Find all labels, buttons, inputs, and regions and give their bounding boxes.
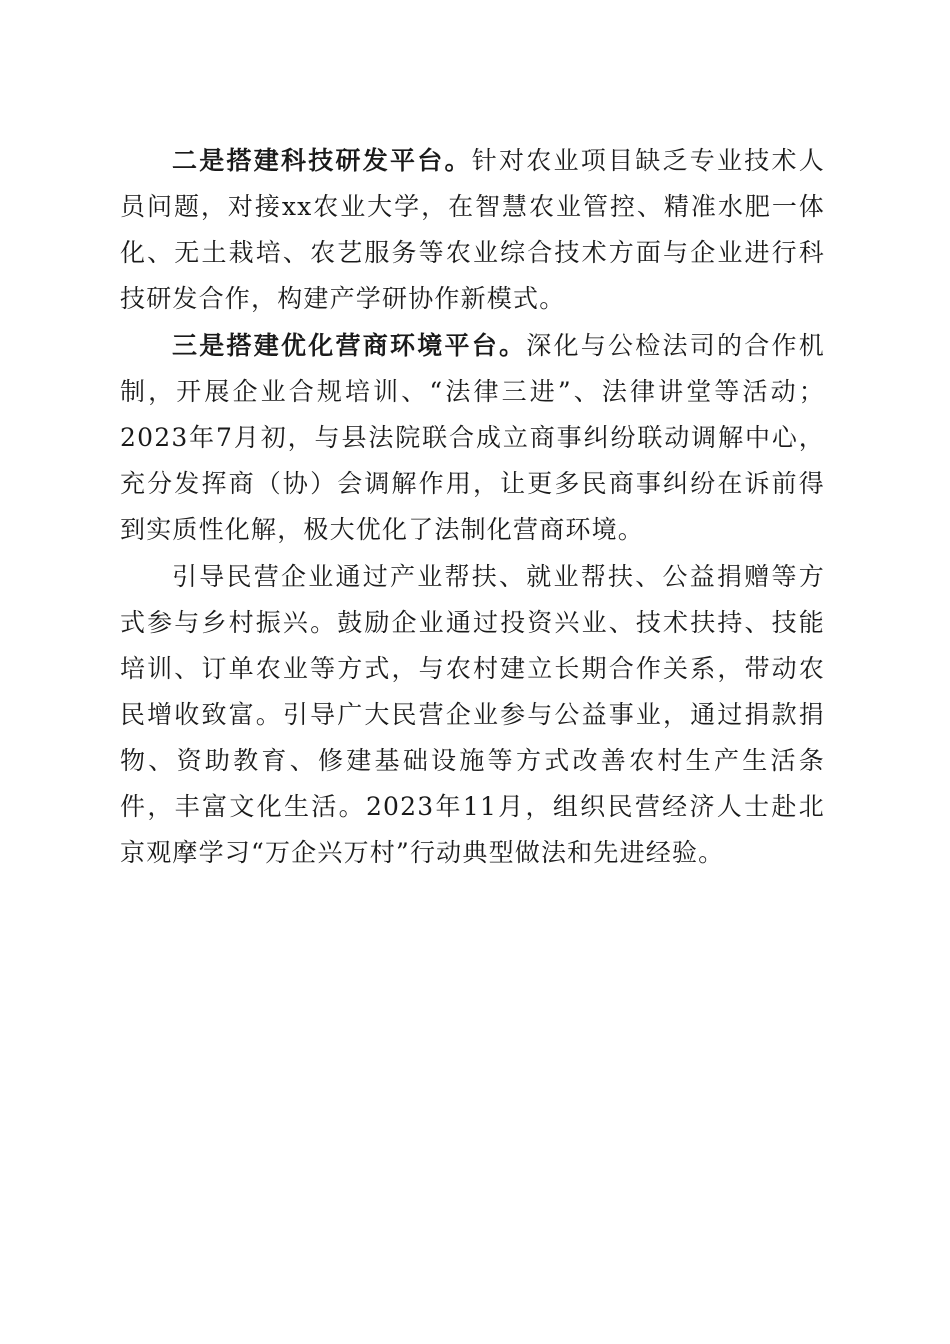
paragraph-tech-platform: [120, 138, 825, 322]
paragraph-rural-revitalization: [120, 554, 825, 876]
paragraph-text: 针对农业项目缺乏专业技术人员问题，对接xx农业大学，在智慧农业管控、精准水肥一体化、无土栽培、农艺服务等农业综合技术方面与企业进行科技研发合作，构建产学研协作新模式。: [120, 146, 826, 313]
paragraph-lead: 三是搭建优化营商环境平台。: [172, 331, 527, 360]
document-body: [120, 138, 825, 877]
paragraph-text: 深化与公检法司的合作机制，开展企业合规培训、“法律三进”、法律讲堂等活动；2023年7月初，与县法院联合成立商事纠纷联动调解中心，充分发挥商（协）会调解作用，让更多民商事纠纷在诉前得到实质性化解，极大优化了法制化营商环境。: [120, 331, 825, 544]
paragraph-lead: 二是搭建科技研发平台。: [172, 146, 472, 175]
paragraph-text: 引导民营企业通过产业帮扶、就业帮扶、公益捐赠等方式参与乡村振兴。鼓励企业通过投资兴业、技术扶持、技能培训、订单农业等方式，与农村建立长期合作关系，带动农民增收致富。引导广大民营企业参与公益事业，通过捐款捐物、资助教育、修建基础设施等方式改善农村生产生活条件，丰富文化生活。2023年11月，组织民营经济人士赴北京观摩学习“万企兴万村”行动典型做法和先进经验。: [120, 562, 825, 867]
paragraph-business-environment: [120, 323, 825, 553]
